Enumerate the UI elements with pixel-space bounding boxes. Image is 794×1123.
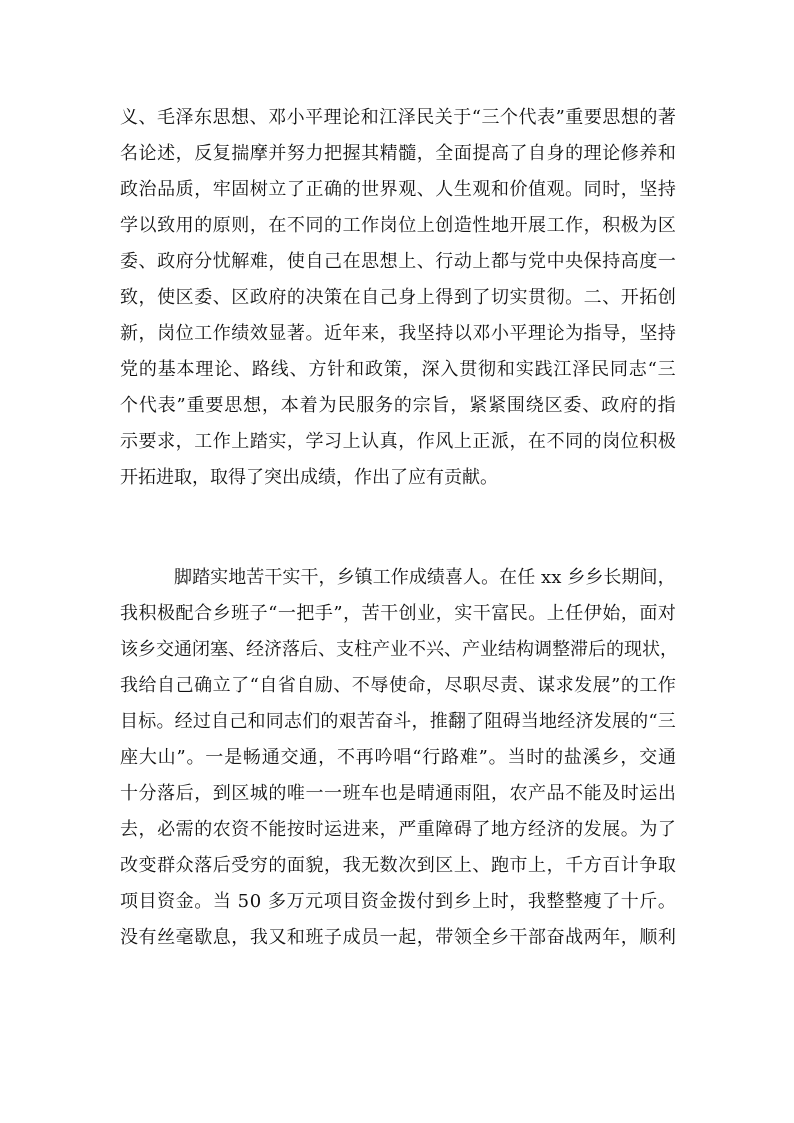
paragraph-line: 个 代 表 ” 重 要 思 想 ， 本 着 为 民 服 务 的 宗 旨 ， 紧 紧 围 绕 区 委 、 政 府 的 指 <box>120 395 676 416</box>
paragraph-line: 新 ， 岗 位 工 作 绩 效 显 著 。 近 年 来 ， 我 坚 持 以 邓 小 平 理 论 为 指 导 ， 坚 持 <box>120 323 676 344</box>
paragraph-line: 该 乡 交 通 闭 塞 、 经 济 落 后 、 支 柱 产 业 不 兴 、 产 业 结 构 调 整 滞 后 的 现 状 ， <box>120 639 678 660</box>
paragraph-line: 脚 踏 实 地 苦 干 实 干 ， 乡 镇 工 作 成 绩 喜 人 。 在 任 x x 乡 乡 长 期 间 ， <box>174 567 676 588</box>
paragraph-line: 座 大 山 ” 。 一 是 畅 通 交 通 ， 不 再 吟 唱 “ 行 路 难 ” 。 当 时 的 盐 溪 乡 ， 交 通 <box>120 747 676 768</box>
paragraph-line: 改 变 群 众 落 后 受 穷 的 面 貌 ， 我 无 数 次 到 区 上 、 跑 市 上 ， 千 方 百 计 争 取 <box>120 855 676 876</box>
paragraph-line: 目 标 。 经 过 自 己 和 同 志 们 的 艰 苦 奋 斗 ， 推 翻 了 阻 碍 当 地 经 济 发 展 的 “ 三 <box>120 711 676 732</box>
paragraph-2 <box>120 560 676 956</box>
paragraph-1 <box>120 100 676 496</box>
paragraph-line: 致 ， 使 区 委 、 区 政 府 的 决 策 在 自 己 身 上 得 到 了 切 实 贯 彻 。 二 、 开 拓 创 <box>120 287 676 308</box>
paragraph-line: 项 目 资 金 。 当 5 0 多 万 元 项 目 资 金 拨 付 到 乡 上 时 ， 我 整 整 瘦 了 十 斤 。 <box>120 891 676 912</box>
paragraph-line: 学 以 致 用 的 原 则 ， 在 不 同 的 工 作 岗 位 上 创 造 性 地 开 展 工 作 ， 积 极 为 区 <box>120 215 676 236</box>
paragraph-line: 义 、 毛 泽 东 思 想 、 邓 小 平 理 论 和 江 泽 民 关 于 “ 三 个 代 表 ” 重 要 思 想 的 著 <box>120 107 676 128</box>
paragraph-line: 十 分 落 后 ， 到 区 城 的 唯 一 一 班 车 也 是 晴 通 雨 阻 ， 农 产 品 不 能 及 时 运 出 <box>120 783 676 804</box>
paragraph-line: 我 积 极 配 合 乡 班 子 “ 一 把 手 ” ， 苦 干 创 业 ， 实 干 富 民 。 上 任 伊 始 ， 面 对 <box>120 603 676 624</box>
paragraph-line: 没 有 丝 毫 歇 息 ， 我 又 和 班 子 成 员 一 起 ， 带 领 全 乡 干 部 奋 战 两 年 ， 顺 利 <box>120 927 676 948</box>
paragraph-line: 政 治 品 质 ， 牢 固 树 立 了 正 确 的 世 界 观 、 人 生 观 和 价 值 观 。 同 时 ， 坚 持 <box>120 179 676 200</box>
paragraph-line: 我 给 自 己 确 立 了 “ 自 省 自 励 、 不 辱 使 命 ， 尽 职 尽 责 、 谋 求 发 展 ” 的 工 作 <box>120 675 676 696</box>
paragraph-line: 名 论 述 ， 反 复 揣 摩 并 努 力 把 握 其 精 髓 ， 全 面 提 高 了 自 身 的 理 论 修 养 和 <box>120 143 676 164</box>
paragraph-line: 示 要 求 ， 工 作 上 踏 实 ， 学 习 上 认 真 ， 作 风 上 正 派 ， 在 不 同 的 岗 位 积 极 <box>120 431 676 452</box>
paragraph-line: 开拓进取，取得了突出成绩，作出了应有贡献。 <box>120 467 498 488</box>
paragraph-line: 委 、 政 府 分 忧 解 难 ， 使 自 己 在 思 想 上 、 行 动 上 都 与 党 中 央 保 持 高 度 一 <box>120 251 676 272</box>
paragraph-line: 党 的 基 本 理 论 、 路 线 、 方 针 和 政 策 ， 深 入 贯 彻 和 实 践 江 泽 民 同 志 “ 三 <box>120 359 676 380</box>
paragraph-line: 去 ， 必 需 的 农 资 不 能 按 时 运 进 来 ， 严 重 障 碍 了 地 方 经 济 的 发 展 。 为 了 <box>120 819 676 840</box>
